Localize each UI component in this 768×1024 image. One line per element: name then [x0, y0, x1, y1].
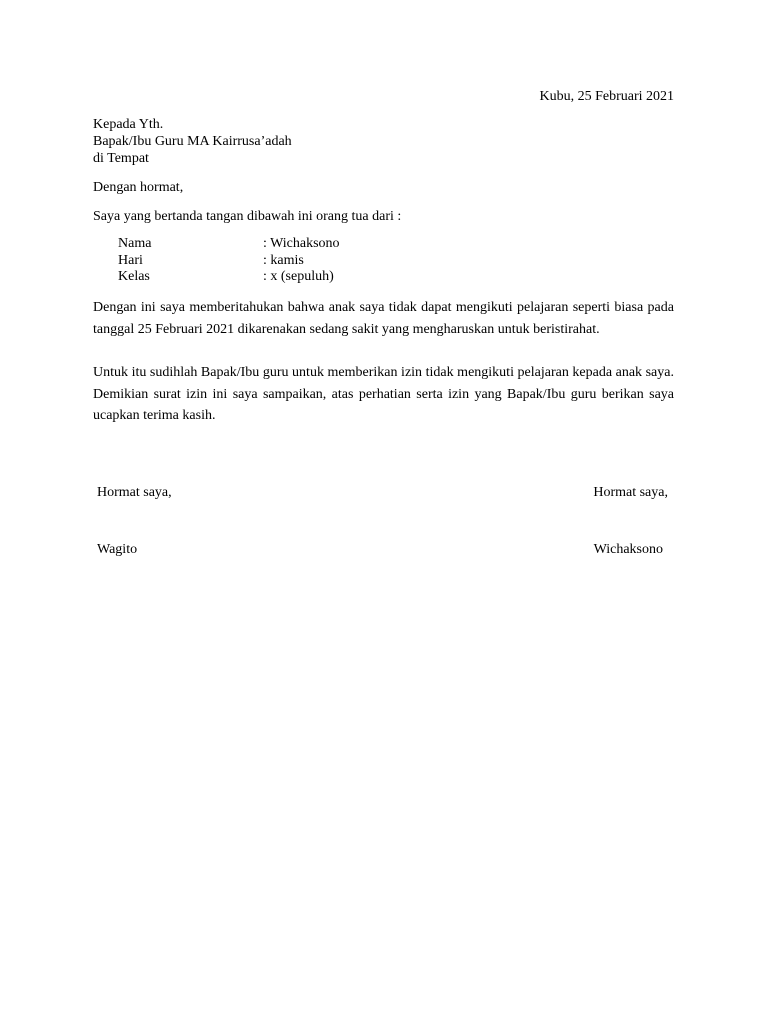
detail-value: : x (sepuluh) — [263, 269, 334, 284]
right-closing: Hormat saya, — [593, 485, 668, 500]
left-signatory-name: Wagito — [97, 542, 138, 557]
recipient-line-3: di Tempat — [93, 151, 149, 166]
detail-label: Nama — [118, 236, 152, 251]
place-date: Kubu, 25 Februari 2021 — [539, 89, 674, 104]
greeting: Dengan hormat, — [93, 180, 184, 195]
student-details — [118, 236, 418, 286]
detail-row-kelas — [118, 269, 418, 286]
detail-row-hari — [118, 253, 418, 270]
recipient-line-1: Kepada Yth. — [93, 117, 164, 132]
detail-label: Kelas — [118, 269, 150, 284]
recipient-block — [93, 116, 292, 167]
body-paragraph-2: Untuk itu sudihlah Bapak/Ibu guru untuk memberikan izin tidak mengikuti pelajaran kepada anak saya. Demikian surat izin ini saya sampaikan, atas perhatian serta izin yang Bapak/Ibu guru berikan saya ucapkan terima kasih. — [93, 365, 674, 423]
left-closing: Hormat saya, — [97, 485, 172, 500]
recipient-line-2: Bapak/Ibu Guru MA Kairrusa’adah — [93, 134, 292, 149]
detail-value: : Wichaksono — [263, 236, 340, 251]
intro-text: Saya yang bertanda tangan dibawah ini orang tua dari : — [93, 209, 402, 224]
detail-value: : kamis — [263, 252, 304, 268]
body-paragraph-1: Dengan ini saya memberitahukan bahwa anak saya tidak dapat mengikuti pelajaran seperti biasa pada tanggal 25 Februari 2021 dikarenakan sedang sakit yang mengharuskan untuk beristirahat. — [93, 300, 674, 337]
right-signatory-name: Wichaksono — [593, 542, 663, 557]
detail-label: Hari — [118, 252, 143, 268]
detail-row-nama — [118, 236, 418, 253]
